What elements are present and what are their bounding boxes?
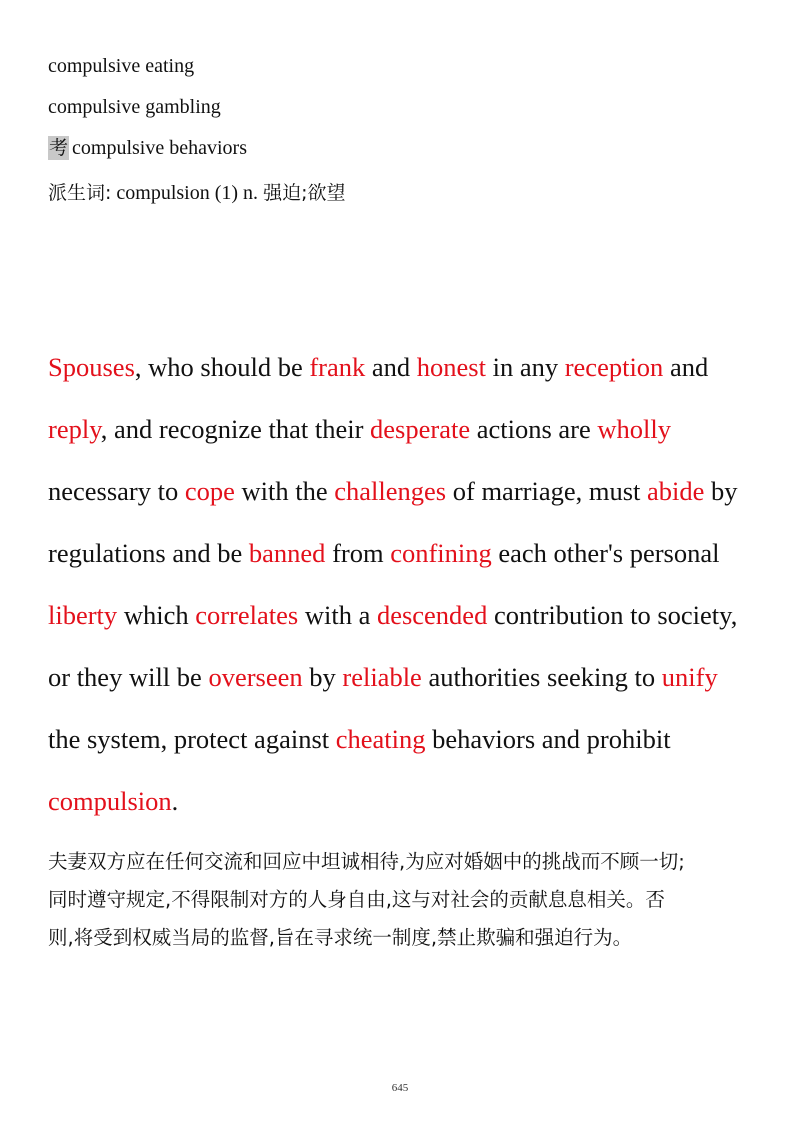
exam-marker-badge: 考 bbox=[49, 137, 69, 159]
paragraph-text: which bbox=[117, 600, 196, 630]
paragraph-text: behaviors and prohibit bbox=[425, 724, 671, 754]
vocab-highlight-word: desperate bbox=[370, 414, 471, 444]
paragraph-line bbox=[48, 460, 768, 522]
vocab-highlight-word: cope bbox=[184, 476, 235, 506]
vocab-highlight-word: confining bbox=[390, 538, 492, 568]
vocab-highlight-word: wholly bbox=[597, 414, 672, 444]
chinese-translation-paragraph bbox=[48, 843, 768, 957]
exam-phrase-text: compulsive behaviors bbox=[72, 137, 247, 159]
vocab-highlight-word: unify bbox=[661, 662, 718, 692]
paragraph-text: and bbox=[365, 352, 417, 382]
paragraph-text: of marriage, must bbox=[446, 476, 648, 506]
vocab-highlight-word: correlates bbox=[195, 600, 299, 630]
vocab-highlight-word: honest bbox=[416, 352, 486, 382]
paragraph-text: regulations and be bbox=[48, 538, 249, 568]
paragraph-line bbox=[48, 708, 768, 770]
paragraph-text: , who should be bbox=[134, 352, 310, 382]
translation-line: 同时遵守规定,不得限制对方的人身自由,这与对社会的贡献息息相关。否 bbox=[48, 888, 665, 911]
paragraph-text: authorities seeking to bbox=[421, 662, 662, 692]
paragraph-line bbox=[48, 336, 768, 398]
paragraph-text: in any bbox=[485, 352, 565, 382]
vocab-highlight-word: liberty bbox=[48, 600, 118, 630]
exam-phrase-item bbox=[48, 128, 748, 169]
derived-meaning: 强迫;欲望 bbox=[263, 182, 346, 204]
paragraph-text: by bbox=[302, 662, 343, 692]
paragraph-text: from bbox=[325, 538, 391, 568]
paragraph-text: with a bbox=[298, 600, 377, 630]
phrase-list bbox=[48, 46, 748, 214]
derived-label: 派生词: bbox=[48, 182, 112, 204]
vocab-highlight-word: reply bbox=[48, 414, 101, 444]
derived-word: compulsion (1) n. bbox=[116, 182, 259, 204]
vocab-highlight-word: frank bbox=[309, 352, 366, 382]
paragraph-text: each other's personal bbox=[491, 538, 720, 568]
vocab-highlight-word: reliable bbox=[342, 662, 422, 692]
vocab-highlight-word: banned bbox=[248, 538, 326, 568]
paragraph-text: . bbox=[171, 786, 179, 816]
paragraph-text: by bbox=[704, 476, 738, 506]
phrase-item: compulsive eating bbox=[48, 55, 195, 77]
vocab-highlight-word: descended bbox=[376, 600, 488, 630]
phrase-item: compulsive gambling bbox=[48, 96, 221, 118]
paragraph-line bbox=[48, 398, 768, 460]
paragraph-text: contribution to society, bbox=[487, 600, 738, 630]
paragraph-text: or they will be bbox=[48, 662, 209, 692]
vocab-highlight-word: cheating bbox=[335, 724, 426, 754]
paragraph-text: and bbox=[663, 352, 709, 382]
vocab-highlight-word: overseen bbox=[208, 662, 303, 692]
paragraph-text: necessary to bbox=[48, 476, 185, 506]
paragraph-text: with the bbox=[234, 476, 335, 506]
paragraph-line bbox=[48, 646, 768, 708]
paragraph-line bbox=[48, 770, 768, 832]
vocab-highlight-word: compulsion bbox=[48, 786, 172, 816]
vocab-highlight-word: Spouses bbox=[48, 352, 135, 382]
vocab-highlight-word: challenges bbox=[334, 476, 447, 506]
translation-line: 则,将受到权威当局的监督,旨在寻求统一制度,禁止欺骗和强迫行为。 bbox=[48, 926, 633, 949]
paragraph-line bbox=[48, 522, 768, 584]
translation-line: 夫妻双方应在任何交流和回应中坦诚相待,为应对婚姻中的挑战而不顾一切; bbox=[48, 850, 685, 873]
paragraph-text: , and recognize that their bbox=[100, 414, 371, 444]
derived-word-line bbox=[48, 173, 748, 214]
paragraph-text: actions are bbox=[470, 414, 598, 444]
paragraph-text: the system, protect against bbox=[48, 724, 336, 754]
english-paragraph bbox=[48, 336, 768, 832]
page-number: 645 bbox=[391, 1082, 409, 1094]
paragraph-line bbox=[48, 584, 768, 646]
vocab-highlight-word: abide bbox=[647, 476, 705, 506]
vocab-highlight-word: reception bbox=[564, 352, 664, 382]
